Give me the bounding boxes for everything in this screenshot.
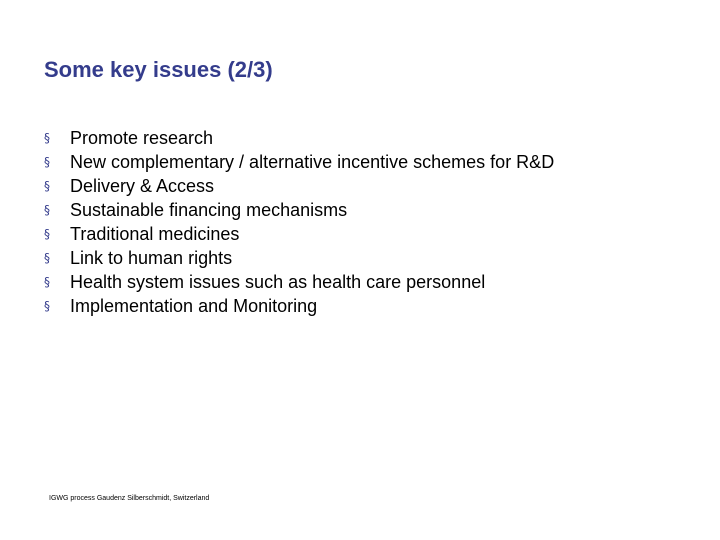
- bullet-text: Promote research: [70, 128, 214, 148]
- bullet-marker-icon: §: [44, 155, 50, 169]
- bullet-text: New complementary / alternative incentive schemes for R&D: [70, 152, 555, 172]
- bullet-marker-icon: §: [44, 275, 50, 289]
- slide-title: Some key issues (2/3): [44, 57, 273, 82]
- bullet-text: Health system issues such as health care personnel: [70, 272, 486, 292]
- slide-footer: IGWG process Gaudenz Silberschmidt, Switzerland: [49, 495, 210, 502]
- bullet-marker-icon: §: [44, 299, 50, 313]
- bullet-marker-icon: §: [44, 179, 50, 193]
- bullet-text: Sustainable financing mechanisms: [70, 200, 348, 220]
- bullet-text: Implementation and Monitoring: [70, 296, 318, 316]
- bullet-marker-icon: §: [44, 131, 50, 145]
- bullet-text: Link to human rights: [70, 248, 233, 268]
- bullet-text: Delivery & Access: [70, 176, 215, 196]
- bullet-text: Traditional medicines: [70, 224, 240, 244]
- bullet-marker-icon: §: [44, 203, 50, 217]
- bullet-marker-icon: §: [44, 227, 50, 241]
- bullet-marker-icon: §: [44, 251, 50, 265]
